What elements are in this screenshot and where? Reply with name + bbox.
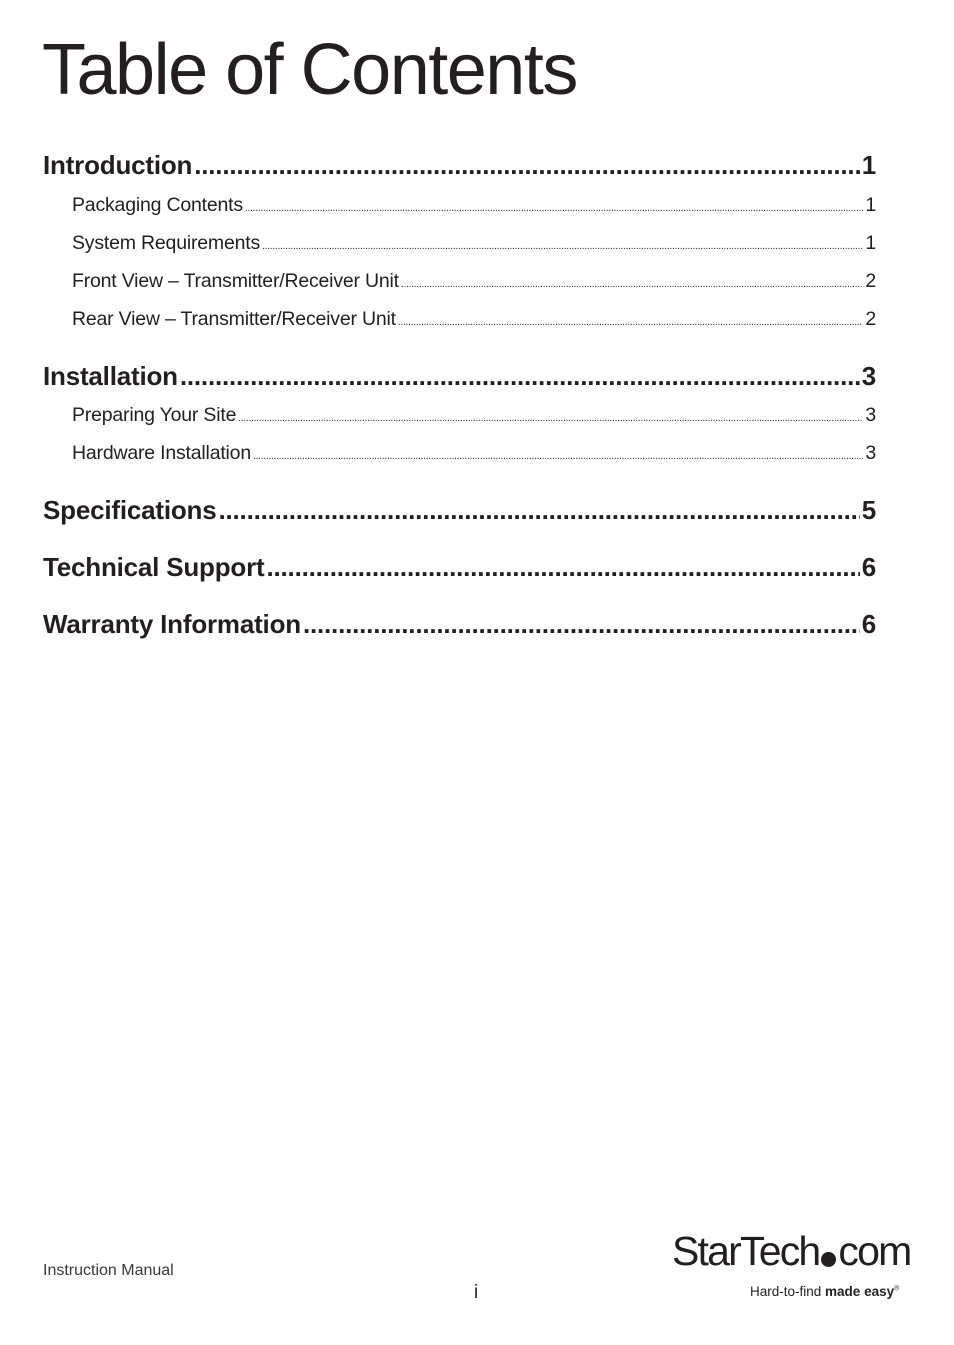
dot-leader <box>401 279 863 290</box>
toc-entry-front-view[interactable] <box>72 270 876 293</box>
logo-brand: StarTech <box>672 1228 820 1274</box>
dot-leader <box>253 451 863 462</box>
toc-entry-label: System Requirements <box>72 232 261 254</box>
toc-entry-page: 2 <box>865 270 876 292</box>
toc-entry-system-requirements[interactable] <box>72 232 876 255</box>
toc-entry-page: 3 <box>861 361 876 391</box>
toc-entry-page: 1 <box>861 150 876 180</box>
dot-leader <box>262 241 863 252</box>
toc-entry-technical-support[interactable] <box>43 552 876 583</box>
dot-leader <box>180 361 860 392</box>
toc-entry-label: Specifications <box>43 495 217 525</box>
toc-entry-label: Preparing Your Site <box>72 404 237 426</box>
toc-entry-page: 5 <box>861 495 876 525</box>
dot-leader <box>303 609 860 640</box>
toc-entry-label: Technical Support <box>43 552 265 582</box>
dot-leader <box>266 552 859 583</box>
dot-leader <box>218 495 859 526</box>
table-of-contents <box>43 0 876 700</box>
toc-entry-page: 3 <box>865 404 876 426</box>
logo-tagline-bold: made easy <box>825 1284 895 1299</box>
toc-entry-packaging-contents[interactable] <box>72 194 876 217</box>
logo-wordmark <box>672 1228 911 1274</box>
toc-entry-label: Introduction <box>43 150 193 180</box>
toc-entry-label: Front View – Transmitter/Receiver Unit <box>72 270 399 292</box>
toc-entry-page: 6 <box>861 552 876 582</box>
toc-entry-label: Warranty Information <box>43 609 301 639</box>
toc-entry-page: 1 <box>865 194 876 216</box>
logo-dot-icon <box>821 1252 836 1267</box>
toc-entry-label: Installation <box>43 361 178 391</box>
toc-entry-page: 6 <box>861 609 876 639</box>
toc-entry-introduction[interactable] <box>43 150 876 181</box>
page-title: Table of Contents <box>42 30 577 110</box>
toc-entry-hardware-installation[interactable] <box>72 442 876 465</box>
toc-entry-page: 2 <box>865 308 876 330</box>
dot-leader <box>238 413 863 424</box>
dot-leader <box>398 317 863 328</box>
dot-leader <box>194 150 860 181</box>
logo-domain: com <box>838 1228 911 1274</box>
startech-logo <box>672 1228 912 1303</box>
toc-entry-specifications[interactable] <box>43 495 876 526</box>
toc-entry-label: Rear View – Transmitter/Receiver Unit <box>72 308 396 330</box>
toc-entry-page: 1 <box>865 232 876 254</box>
toc-entry-page: 3 <box>865 442 876 464</box>
toc-entry-warranty-information[interactable] <box>43 609 876 640</box>
logo-tagline <box>750 1284 899 1299</box>
toc-entry-label: Hardware Installation <box>72 442 251 464</box>
dot-leader <box>245 203 863 214</box>
toc-entry-label: Packaging Contents <box>72 194 243 216</box>
footer-page-number: i <box>474 1282 479 1303</box>
toc-entry-rear-view[interactable] <box>72 308 876 331</box>
footer-document-type: Instruction Manual <box>43 1262 174 1279</box>
toc-entry-installation[interactable] <box>43 361 876 392</box>
toc-entry-preparing-your-site[interactable] <box>72 404 876 427</box>
registered-mark: ® <box>894 1285 900 1293</box>
logo-tagline-regular: Hard-to-find <box>750 1284 822 1299</box>
